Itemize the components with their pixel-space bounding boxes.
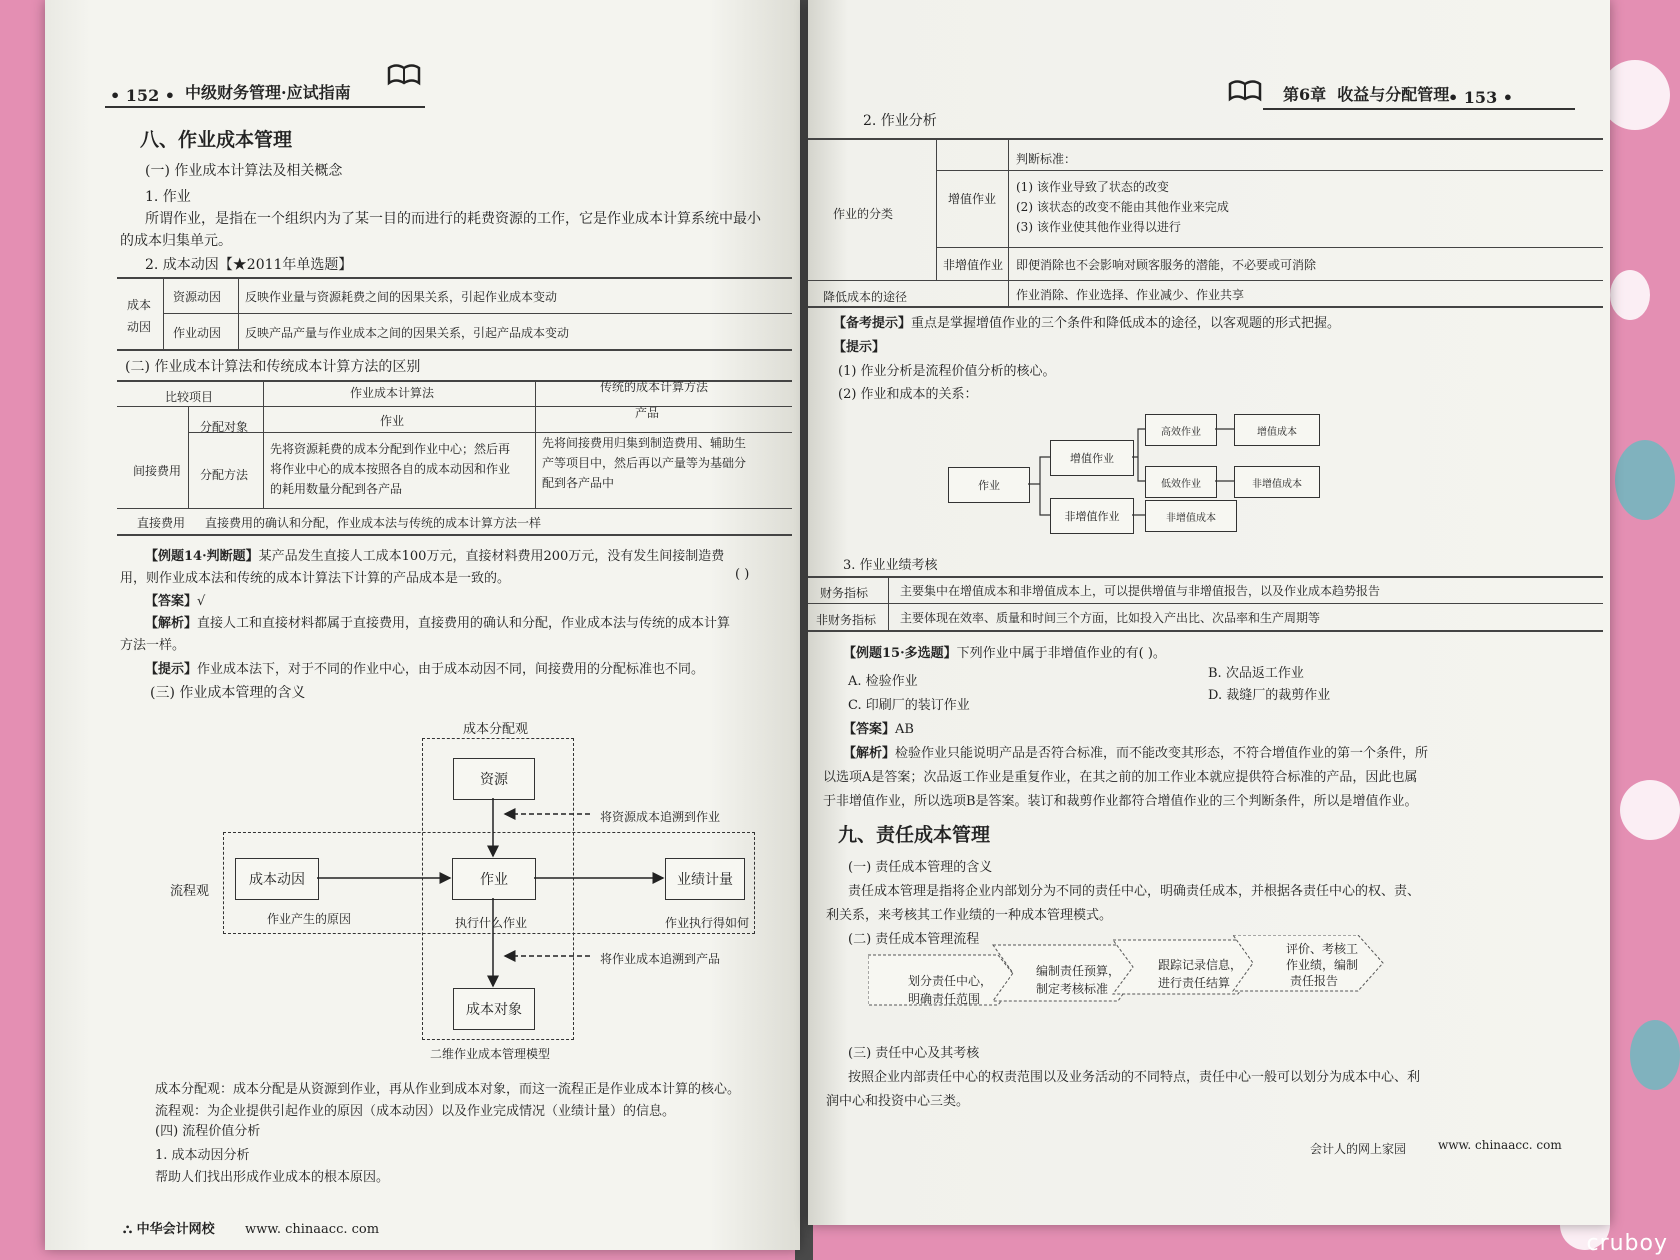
- paragraph: 润中心和投资中心三类。: [826, 1094, 970, 1109]
- subsection-title: (二) 作业成本计算法和传统成本计算方法的区别: [125, 359, 421, 375]
- model-arrows: [45, 0, 800, 1100]
- example-text: 下列作业中属于非增值作业的有( )。: [956, 646, 1166, 661]
- analysis-text: 以选项A是答案；次品返工作业是重复作业，在其之前的加工作业本就应提供符合标准的产品，因此也属: [823, 770, 1418, 785]
- example-text: 某产品发生直接人工成本100万元，直接材料费用200万元，没有发生间接制造费: [258, 549, 725, 564]
- page-number: • 153 •: [1448, 88, 1513, 107]
- hint-label: 【提示】: [145, 662, 198, 677]
- table-cell: 先将资源耗费的成本分配到作业中心；然后再: [270, 442, 511, 456]
- table-cell: 非增值作业: [943, 258, 1004, 272]
- table-cell: 间接费用: [133, 464, 182, 478]
- table-border: [808, 576, 1603, 578]
- background-dot: [1630, 1020, 1680, 1090]
- diagram-label: 流程观: [170, 884, 210, 899]
- activity-box: 作业: [452, 858, 536, 900]
- footer-url: www. chinaacc. com: [245, 1222, 380, 1237]
- answer-paren: ( ): [735, 567, 750, 582]
- table-cell: 先将间接费用归集到制造费用、辅助生: [542, 436, 747, 450]
- footer-text: 会计人的网上家园: [1310, 1142, 1407, 1156]
- table-cell: 增值作业: [948, 192, 997, 206]
- table-cell: 反映产品产量与作业成本之间的因果关系，引起产品成本变动: [245, 326, 570, 340]
- item-title: 1. 作业: [145, 189, 191, 205]
- flow-step-3: 进行责任结算: [1158, 976, 1231, 990]
- flow-step-1: 明确责任范围: [908, 992, 981, 1006]
- table-cell: 产等项目中，然后再以产量等为基础分: [542, 456, 747, 470]
- hint-text: 作业成本法下，对于不同的作业中心，由于成本动因不同，间接费用的分配标准也不同。: [197, 662, 705, 677]
- table-cell: 作业: [380, 414, 405, 428]
- subsection-title: (一) 作业成本计算法及相关概念: [145, 163, 343, 179]
- performance-box: 业绩计量: [665, 858, 745, 900]
- analysis-label: 【解析】: [843, 746, 896, 761]
- table-border: [808, 603, 1603, 604]
- table-cell: 分配对象: [200, 420, 249, 434]
- flow-step-4: 评价、考核工: [1286, 942, 1359, 956]
- tree-va-box: 增值作业: [1050, 440, 1134, 476]
- option-c: C. 印刷厂的装订作业: [848, 698, 970, 713]
- section-title: 八、作业成本管理: [140, 129, 293, 151]
- table-cell: 主要集中在增值成本和非增值成本上，可以提供增值与非增值报告，以及作业成本趋势报告: [900, 584, 1381, 598]
- answer-value: √: [197, 594, 206, 609]
- table-cell: 作业的分类: [833, 207, 894, 221]
- table-cell: 资源动因: [173, 290, 222, 304]
- paragraph: 的成本归集单元。: [120, 233, 232, 249]
- tree-nva-box: 非增值作业: [1050, 498, 1134, 534]
- tree-connectors: [808, 0, 1608, 560]
- table-cell: 主要体现在效率、质量和时间三个方面，比如投入产出比、次品率和生产周期等: [900, 611, 1321, 625]
- flow-step-2: 制定考核标准: [1036, 982, 1109, 996]
- resources-box: 资源: [453, 758, 535, 800]
- table-cell: 作业动因: [173, 326, 222, 340]
- subsection-title: (三) 责任中心及其考核: [848, 1046, 980, 1061]
- table-cell: 动因: [127, 320, 152, 334]
- footer-school: 中华会计网校: [136, 1222, 215, 1237]
- background-dot: [1620, 780, 1680, 840]
- paragraph: 按照企业内部责任中心的权责范围以及业务活动的不同特点，责任中心一般可以划分为成本中心、利: [848, 1070, 1421, 1085]
- background-dot: [1600, 60, 1670, 130]
- flow-step-2: 编制责任预算，: [1036, 964, 1121, 978]
- tree-nva-cost-box: 非增值成本: [1145, 500, 1237, 532]
- item-title: 2. 作业分析: [863, 113, 937, 129]
- hint-text: (2) 作业和成本的关系：: [838, 387, 978, 402]
- diagram-caption: 二维作业成本管理模型: [430, 1047, 551, 1061]
- paragraph: 所谓作业，是指在一个组织内为了某一目的而进行的耗费资源的工作，它是作业成本计算系统中最小: [145, 211, 761, 227]
- subsection-title: (一) 责任成本管理的含义: [848, 860, 993, 875]
- diagram-label: 将资源成本追溯到作业: [600, 810, 721, 824]
- analysis-text: 方法一样。: [120, 638, 186, 653]
- option-d: D. 裁缝厂的裁剪作业: [1208, 688, 1331, 703]
- section-title: 九、责任成本管理: [838, 824, 991, 846]
- flow-step-3: 跟踪记录信息，: [1158, 958, 1243, 972]
- background-dot: [1610, 270, 1650, 320]
- answer-label: 【答案】: [843, 722, 896, 737]
- analysis-text: 于非增值作业，所以选项B是答案。装订和裁剪作业都符合增值作业的三个判断条件，所以是增值作业。: [823, 794, 1418, 809]
- tree-nva-cost-box: 非增值成本: [1234, 466, 1320, 498]
- hint-label: 【提示】: [833, 340, 886, 355]
- tree-va-cost-box: 增值成本: [1234, 414, 1320, 446]
- cost-object-box: 成本对象: [453, 988, 535, 1030]
- table-cell: 的耗用数量分配到各产品: [270, 482, 403, 496]
- tree-inefficient-box: 低效作业: [1145, 466, 1217, 498]
- table-cell: 即便消除也不会影响对顾客服务的潜能，不必要或可消除: [1016, 258, 1317, 272]
- chapter-number: 第6章: [1283, 85, 1327, 104]
- diagram-label: 执行什么作业: [455, 916, 528, 930]
- table-cell: (1) 该作业导致了状态的改变: [1016, 180, 1169, 194]
- table-header: 比较项目: [165, 390, 214, 404]
- table-cell: 财务指标: [820, 586, 869, 600]
- chapter-title: 收益与分配管理: [1337, 85, 1450, 104]
- diagram-label: 成本分配观: [463, 722, 529, 737]
- right-page: [808, 0, 1610, 1225]
- item-title: 2. 成本动因【★2011年单选题】: [145, 257, 353, 273]
- table-cell: 降低成本的途径: [823, 290, 908, 304]
- paragraph: 利关系，来考核其工作业绩的一种成本管理模式。: [826, 908, 1113, 923]
- table-cell: 直接费用的确认和分配，作业成本法与传统的成本计算方法一样: [205, 516, 542, 530]
- flow-step-4: 责任报告: [1290, 974, 1339, 988]
- analysis-label: 【解析】: [145, 616, 198, 631]
- table-border: [808, 630, 1603, 632]
- flow-step-4: 作业绩，编制: [1286, 958, 1359, 972]
- table-cell: 产品: [635, 406, 660, 420]
- diagram-label: 作业执行得如何: [665, 916, 750, 930]
- hint-text: 重点是掌握增值作业的三个条件和降低成本的途径，以客观题的形式把握。: [911, 316, 1341, 331]
- example-label: 【例题15·多选题】: [843, 646, 957, 661]
- flow-step-1: 划分责任中心，: [908, 974, 993, 988]
- table-cell: 反映作业量与资源耗费之间的因果关系，引起作业成本变动: [245, 290, 558, 304]
- table-border: [888, 576, 889, 630]
- paragraph: 流程观：为企业提供引起作业的原因（成本动因）以及作业完成情况（业绩计量）的信息。: [155, 1104, 676, 1119]
- paragraph: 责任成本管理是指将企业内部划分为不同的责任中心，明确责任成本，并根据各责任中心的权、责、: [848, 884, 1421, 899]
- analysis-text: 直接人工和直接材料都属于直接费用，直接费用的确认和分配，作业成本法与传统的成本计算: [197, 616, 731, 631]
- page-number: • 152 •: [110, 86, 175, 105]
- table-cell: 将作业中心的成本按照各自的成本动因和作业: [270, 462, 511, 476]
- analysis-text: 检验作业只能说明产品是否符合标准，而不能改变其形态，不符合增值作业的第一个条件，所: [895, 746, 1429, 761]
- hint-label: 【备考提示】: [833, 316, 912, 331]
- footer-url: www. chinaacc. com: [1438, 1138, 1562, 1152]
- table-cell: 作业消除、作业选择、作业减少、作业共享: [1016, 288, 1245, 302]
- table-cell: 分配方法: [200, 468, 249, 482]
- book-title: 中级财务管理·应试指南: [185, 83, 351, 102]
- tree-activity-box: 作业: [948, 467, 1030, 503]
- watermark-text: cruboy: [1586, 1231, 1668, 1256]
- paragraph: 帮助人们找出形成作业成本的根本原因。: [155, 1170, 390, 1185]
- subsection-title: (二) 责任成本管理流程: [848, 932, 980, 947]
- left-page: [45, 0, 800, 1250]
- background-dot: [1615, 440, 1675, 520]
- example-text: 用，则作业成本法和传统的成本计算法下计算的产品成本是一致的。: [120, 571, 511, 586]
- table-cell: (3) 该作业使其他作业得以进行: [1016, 220, 1181, 234]
- subsection-title: (四) 流程价值分析: [155, 1124, 261, 1139]
- subsection-title: (三) 作业成本管理的含义: [150, 685, 306, 701]
- option-a: A. 检验作业: [848, 674, 918, 689]
- table-cell: 直接费用: [137, 516, 186, 530]
- diagram-label: 作业产生的原因: [267, 912, 352, 926]
- table-header: 作业成本计算法: [350, 386, 435, 400]
- diagram-label: 将作业成本追溯到产品: [600, 952, 721, 966]
- table-header: 传统的成本计算方法: [600, 380, 709, 394]
- paragraph: 成本分配观：成本分配是从资源到作业，再从作业到成本对象，而这一流程正是作业成本计算的核心。: [155, 1082, 741, 1097]
- cost-driver-box: 成本动因: [235, 858, 319, 900]
- school-logo-icon: ⛬: [123, 1222, 133, 1237]
- item-title: 3. 作业业绩考核: [843, 558, 938, 573]
- answer-label: 【答案】: [145, 594, 198, 609]
- tree-efficient-box: 高效作业: [1145, 414, 1217, 446]
- answer-value: AB: [895, 722, 914, 737]
- option-b: B. 次品返工作业: [1208, 666, 1304, 681]
- hint-text: (1) 作业分析是流程价值分析的核心。: [838, 364, 1056, 379]
- table-cell: 配到各产品中: [542, 476, 615, 490]
- example-label: 【例题14·判断题】: [145, 549, 259, 564]
- table-cell: 非财务指标: [816, 613, 877, 627]
- table-cell: 成本: [127, 298, 152, 312]
- table-cell: (2) 该状态的改变不能由其他作业来完成: [1016, 200, 1229, 214]
- item-title: 1. 成本动因分析: [155, 1148, 250, 1163]
- table-cell: 判断标准：: [1016, 152, 1077, 166]
